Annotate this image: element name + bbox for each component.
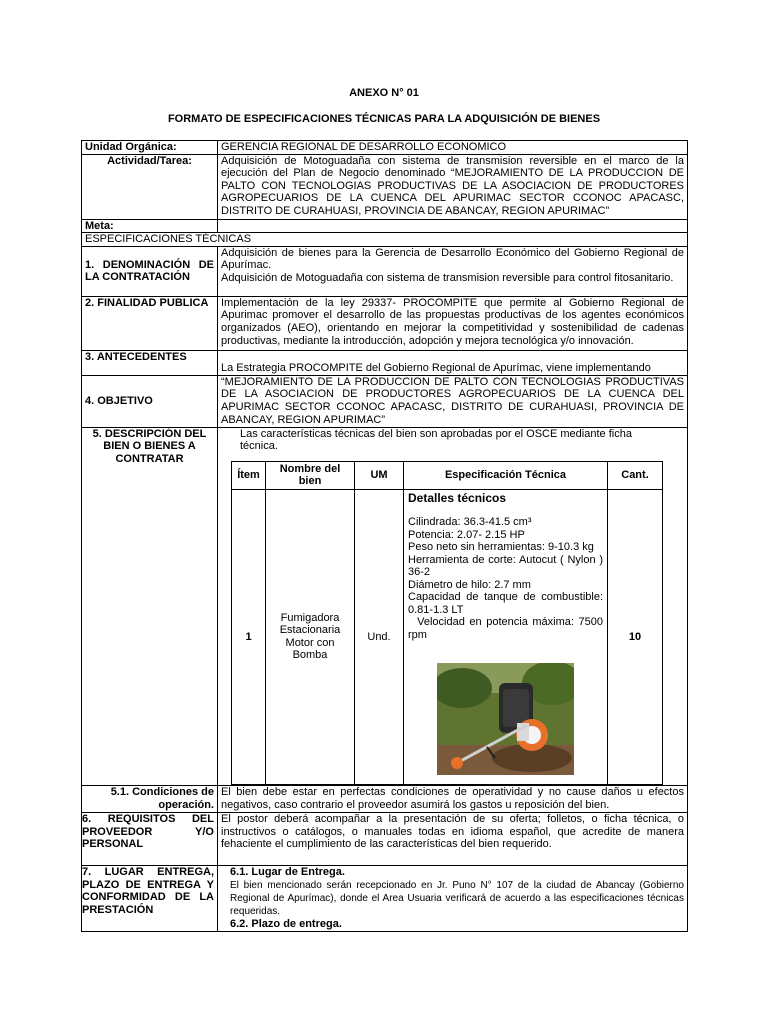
background-label: 3. ANTECEDENTES [82,350,218,375]
product-photo [437,663,574,775]
unit-value: GERENCIA REGIONAL DE DESARROLLO ECONOMICO [218,141,688,155]
delivery-text1: El bien mencionado serán recepcionado en Jr. Puno N° 107 de la ciudad de Abancay (Gobierno Regional de Apurímac), donde el Area Usuaria verificará de acuerdo a las especificaciones técnicas requeridas. [230,879,684,917]
specs-heading: ESPECIFICACIONES TÉCNICAS [82,233,688,247]
requirements-value: El postor deberá acompañar a la presentación de su oferta; folletos, o ficha técnica, o instructivos o catálogos, o manuales todas en idioma español, que acredite de manera fehaciente el cumplimiento de las características del bien requerido. [218,812,688,865]
items-header-spec: Especificación Técnica [404,461,608,489]
denomination-label: 1. DENOMINACIÓN DE LA CONTRATACIÓN [82,246,218,296]
spec-line: Cilindrada: 36.3-41.5 cm³ [408,516,532,529]
objective-value: “MEJORAMIENTO DE LA PRODUCCION DE PALTO CON TECNOLOGIAS PRODUCTIVAS DE LA ASOCIACION DE PRODUCTORES AGROPECUARIOS DE LA CUENCA DEL APURIMAC SECTOR CCONOC APACASC, DISTRITO DE CURAHUASI, PROVINCIA DE ABANCAY, REGION APURIMAC” [218,375,688,427]
denomination-line1: Adquisición de bienes para la Gerencia de Desarrollo Económico del Gobierno Regional de Apurímac. [221,246,684,272]
background-value: La Estrategia PROCOMPITE del Gobierno Regional de Apurímac, viene implementando [218,350,688,375]
delivery-label: 7. LUGAR ENTREGA, PLAZO DE ENTREGA Y CONFORMIDAD DE LA PRESTACIÓN [82,865,218,931]
denomination-line2: Adquisición de Motoguadaña con sistema de transmision reversible para control fitosanitario. [221,271,674,284]
spec-line: Potencia: 2.07- 2.15 HP [408,528,525,541]
spec-line: Herramienta de corte: Autocut ( Nylon ) 36-2 [408,553,603,579]
item-number: 1 [232,489,266,784]
items-header-item: Ítem [232,461,266,489]
requirements-label: 6. REQUISITOS DEL PROVEEDOR Y/O PERSONAL [82,812,218,865]
description-value [218,427,688,785]
delivery-sub1: 6.1. Lugar de Entrega. [230,865,345,878]
objective-label: 4. OBJETIVO [82,375,218,427]
goal-label: Meta: [82,219,218,233]
purpose-label: 2. FINALIDAD PUBLICA [82,296,218,350]
spec-title: Detalles técnicos [408,490,507,505]
brushcutter-image [437,663,574,775]
unit-label: Unidad Orgánica: [82,141,218,155]
item-spec [404,489,608,784]
purpose-value: Implementación de la ley 29337- PROCOMPITE que permite al Gobierno Regional de Apurimac promover el desarrollo de las propuestas productivas de los agentes económicos organizados (AEO), orientando en mejorar la competitividad y sostenibilidad de cadenas productivas, mediante la introducción, adopción y mejora tecnológica y/o innovación. [218,296,688,350]
spec-line: Capacidad de tanque de combustible: 0.81-1.3 LT [408,591,603,616]
conditions-value: El bien debe estar en perfectas condiciones de operatividad y no cause daños u efectos negativos, caso contrario el proveedor asumirá los gastos u reposición del bien. [218,785,688,812]
spec-line: Velocidad en potencia máxima: 7500 rpm [408,616,607,641]
item-quantity: 10 [608,489,663,784]
format-title: FORMATO DE ESPECIFICACIONES TÉCNICAS PARA LA ADQUISICIÓN DE BIENES [167,113,601,125]
conditions-label: 5.1. Condiciones de operación. [82,785,218,812]
items-header-qty: Cant. [608,461,663,489]
spec-line: Peso neto sin herramientas: 9-10.3 kg [408,541,594,554]
delivery-value [218,865,688,931]
denomination-value [218,246,688,296]
activity-label: Actividad/Tarea: [82,154,218,219]
delivery-sub2: 6.2. Plazo de entrega. [230,917,342,930]
description-label: 5. DESCRIPCIÓN DEL BIEN O BIENES A CONTRATAR [82,427,218,785]
annex-title: ANEXO N° 01 [349,87,419,99]
item-um: Und. [355,489,404,784]
items-table [231,461,663,785]
item-name: Fumigadora Estacionaria Motor con Bomba [266,489,355,784]
table-row [232,489,663,784]
spec-line: Diámetro de hilo: 2.7 mm [408,578,531,591]
activity-value: Adquisición de Motoguadaña con sistema de transmision reversible en el marco de la ejecución del Plan de Negocio denominado “MEJORAMIENTO DE LA PRODUCCION DE PALTO CON TECNOLOGIAS PRODUCTIVAS DE LA ASOCIACION DE PRODUCTORES AGROPECUARIOS DE LA CUENCA DEL APURIMAC SECTOR CCONOC APACASC, DISTRITO DE CURAHUASI, PROVINCIA DE ABANCAY, REGION APURIMAC” [218,154,688,219]
items-header-um: UM [355,461,404,489]
goal-value [218,219,688,233]
items-header-name: Nombre del bien [266,461,355,489]
specifications-table [81,140,688,932]
description-intro: Las características técnicas del bien son aprobadas por el OSCE mediante ficha técnica. [240,427,632,453]
